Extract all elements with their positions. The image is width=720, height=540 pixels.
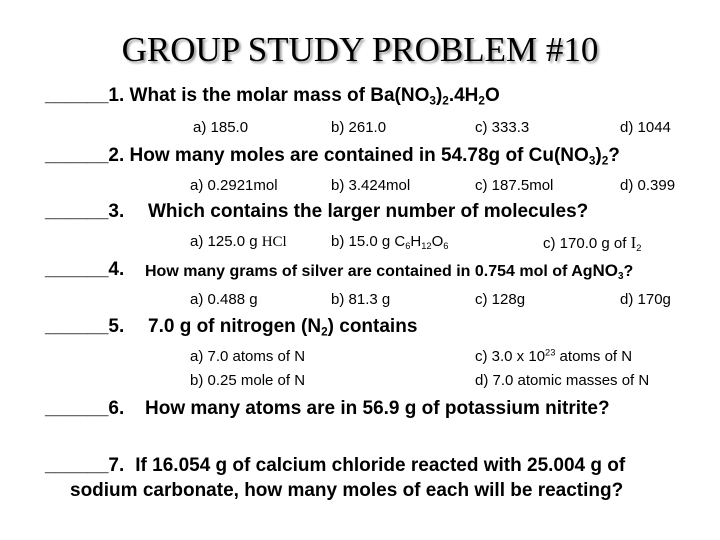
question-7-text-line-2: sodium carbonate, how many moles of each will be reacting? (70, 480, 624, 501)
page-title: GROUP STUDY PROBLEM #10 (121, 30, 599, 69)
formula: HCl (261, 234, 287, 250)
question-text: ) (435, 85, 443, 106)
q4-option-b: b) 81.3 g (331, 291, 391, 308)
question-4-text (145, 261, 633, 281)
question-1 (45, 85, 500, 107)
q5-option-d: d) 7.0 atomic masses of N (475, 372, 650, 389)
subscript: 2 (442, 94, 449, 108)
q1-option-b: b) 261.0 (331, 119, 387, 136)
subscript: 2 (601, 154, 609, 168)
q1-option-d: d) 1044 (620, 119, 671, 136)
question-5 (45, 316, 124, 338)
question-text: .4H (448, 85, 479, 106)
option-text: c) 3.0 x 10 (475, 348, 546, 365)
question-6 (45, 398, 124, 420)
answer-blank: ______ (45, 201, 109, 222)
q1-option-a: a) 185.0 (193, 119, 249, 136)
question-number: 1. (108, 85, 125, 106)
subscript: 6 (443, 240, 449, 251)
subscript: 2 (478, 94, 485, 108)
subscript: 6 (405, 240, 411, 251)
answer-blank: ______ (45, 145, 109, 166)
q4-option-a: a) 0.488 g (190, 291, 258, 308)
option-text: H (410, 233, 422, 250)
question-text: ) contains (327, 316, 418, 337)
option-text: atoms of N (555, 348, 633, 365)
q2-option-d: d) 0.399 (620, 177, 676, 194)
question-number: 6. (108, 398, 125, 419)
q4-option-d: d) 170g (620, 291, 671, 308)
question-3-text: Which contains the larger number of molecules? (148, 201, 589, 222)
q1-option-c: c) 333.3 (475, 119, 530, 136)
option-text: b) 15.0 g C (331, 233, 406, 250)
answer-blank: ______ (45, 85, 109, 106)
q3-option-c (543, 233, 641, 253)
question-text: How many moles are contained in 54.78g of Cu(NO (124, 145, 589, 166)
question-text: What is the molar mass of Ba(NO (124, 85, 430, 106)
question-text: NO (592, 261, 619, 280)
question-text: O (484, 85, 500, 106)
subscript: 12 (421, 240, 432, 251)
question-text: 7.0 g of nitrogen (N (148, 316, 322, 337)
question-6-text: How many atoms are in 56.9 g of potassium nitrite? (145, 398, 610, 419)
q2-option-b: b) 3.424mol (331, 177, 411, 194)
question-number: 2. (108, 145, 125, 166)
option-text: a) 125.0 g (190, 233, 262, 250)
subscript: 2 (636, 242, 642, 253)
subscript: 3 (588, 154, 596, 168)
q4-option-c: c) 128g (475, 291, 526, 308)
subscript: 3 (429, 94, 436, 108)
answer-blank: ______ (45, 259, 109, 280)
option-text: O (431, 233, 444, 250)
subscript: 2 (321, 325, 328, 339)
q2-option-c: c) 187.5mol (475, 177, 554, 194)
q3-option-b (331, 233, 448, 250)
question-text: If 16.054 g of calcium chloride reacted with 25.004 g of (135, 455, 626, 476)
question-text: ? (608, 145, 620, 166)
formula: I (630, 233, 637, 252)
question-4 (45, 259, 124, 281)
answer-blank: ______ (45, 455, 109, 476)
question-3 (45, 201, 124, 223)
option-text: c) 170.0 g of (543, 235, 631, 252)
question-text: ) (595, 145, 602, 166)
answer-blank: ______ (45, 316, 109, 337)
question-7 (45, 455, 625, 477)
question-5-text (148, 316, 417, 338)
superscript: 23 (545, 347, 556, 358)
answer-blank: ______ (45, 398, 109, 419)
question-2 (45, 145, 620, 167)
subscript: 3 (618, 270, 624, 282)
question-number: 7. (108, 455, 125, 476)
q5-option-b: b) 0.25 mole of N (190, 372, 306, 389)
question-number: 5. (108, 316, 125, 337)
question-number: 4. (108, 259, 125, 280)
question-number: 3. (108, 201, 125, 222)
q3-option-a (190, 233, 287, 251)
question-text: How many grams of silver are contained in 0.754 mol of Ag (145, 263, 593, 280)
q2-option-a: a) 0.2921mol (190, 177, 278, 194)
q5-option-c (475, 348, 632, 365)
question-text: ? (623, 263, 634, 280)
q5-option-a: a) 7.0 atoms of N (190, 348, 306, 365)
